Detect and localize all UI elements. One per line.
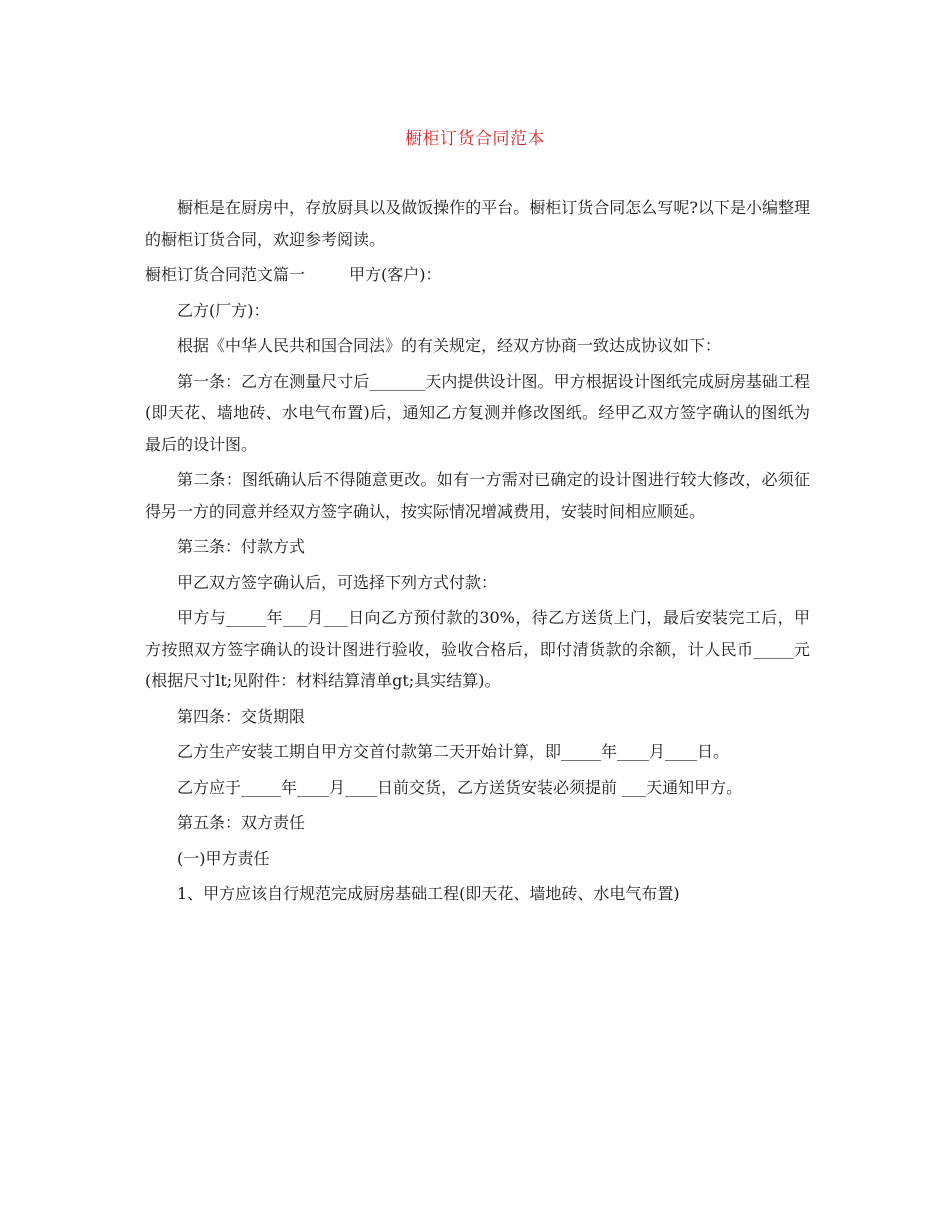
article-5-subtitle: (一)甲方责任: [177, 848, 270, 868]
section-heading: 橱柜订货合同范文篇一: [145, 265, 306, 284]
intro-paragraph: 橱柜是在厨房中，存放厨具以及做饭操作的平台。橱柜订货合同怎么写呢?以下是小编整理的橱柜订货合同，欢迎参考阅读。: [145, 198, 810, 249]
party-b-label: 乙方(厂方)：: [177, 300, 270, 320]
party-a-label: 甲方(客户)：: [349, 265, 442, 284]
article-4-para-1: 乙方生产安装工期自甲方交首付款第二天开始计算，即_____年____月____日。: [177, 742, 730, 761]
section-heading-line: [145, 259, 810, 291]
article-4-title: 第四条：交货期限: [177, 706, 306, 726]
article-3-para-2: 甲方与_____年___月___日向乙方预付款的30%，待乙方送货上门，最后安装完工后，甲方按照双方签字确认的设计图进行验收，验收合格后，即付清货款的余额，计人民币_____元(根据尺寸lt;见附件：材料结算清单gt;具实结算)。: [145, 608, 810, 690]
article-2: 第二条：图纸确认后不得随意更改。如有一方需对已确定的设计图进行较大修改，必须征得另一方的同意并经双方签字确认，按实际情况增减费用，安装时间相应顺延。: [145, 470, 810, 521]
article-1: 第一条：乙方在测量尺寸后_______天内提供设计图。甲方根据设计图纸完成厨房基础工程(即天花、墙地砖、水电气布置)后，通知乙方复测并修改图纸。经甲乙双方签字确认的图纸为最后的设计图。: [145, 371, 810, 454]
article-5-item-1: 1、甲方应该自行规范完成厨房基础工程(即天花、墙地砖、水电气布置): [177, 884, 680, 903]
basis-paragraph: 根据《中华人民共和国合同法》的有关规定，经双方协商一致达成协议如下：: [177, 336, 722, 355]
article-3-title: 第三条：付款方式: [177, 537, 306, 556]
document-title: 橱柜订货合同范本: [405, 129, 545, 149]
article-3-para-1: 甲乙双方签字确认后，可选择下列方式付款：: [177, 572, 498, 592]
article-5-title: 第五条：双方责任: [177, 813, 306, 832]
article-4-para-2: 乙方应于_____年____月____日前交货，乙方送货安装必须提前 ___天通知甲方。: [177, 777, 743, 797]
document-body: [145, 192, 810, 914]
